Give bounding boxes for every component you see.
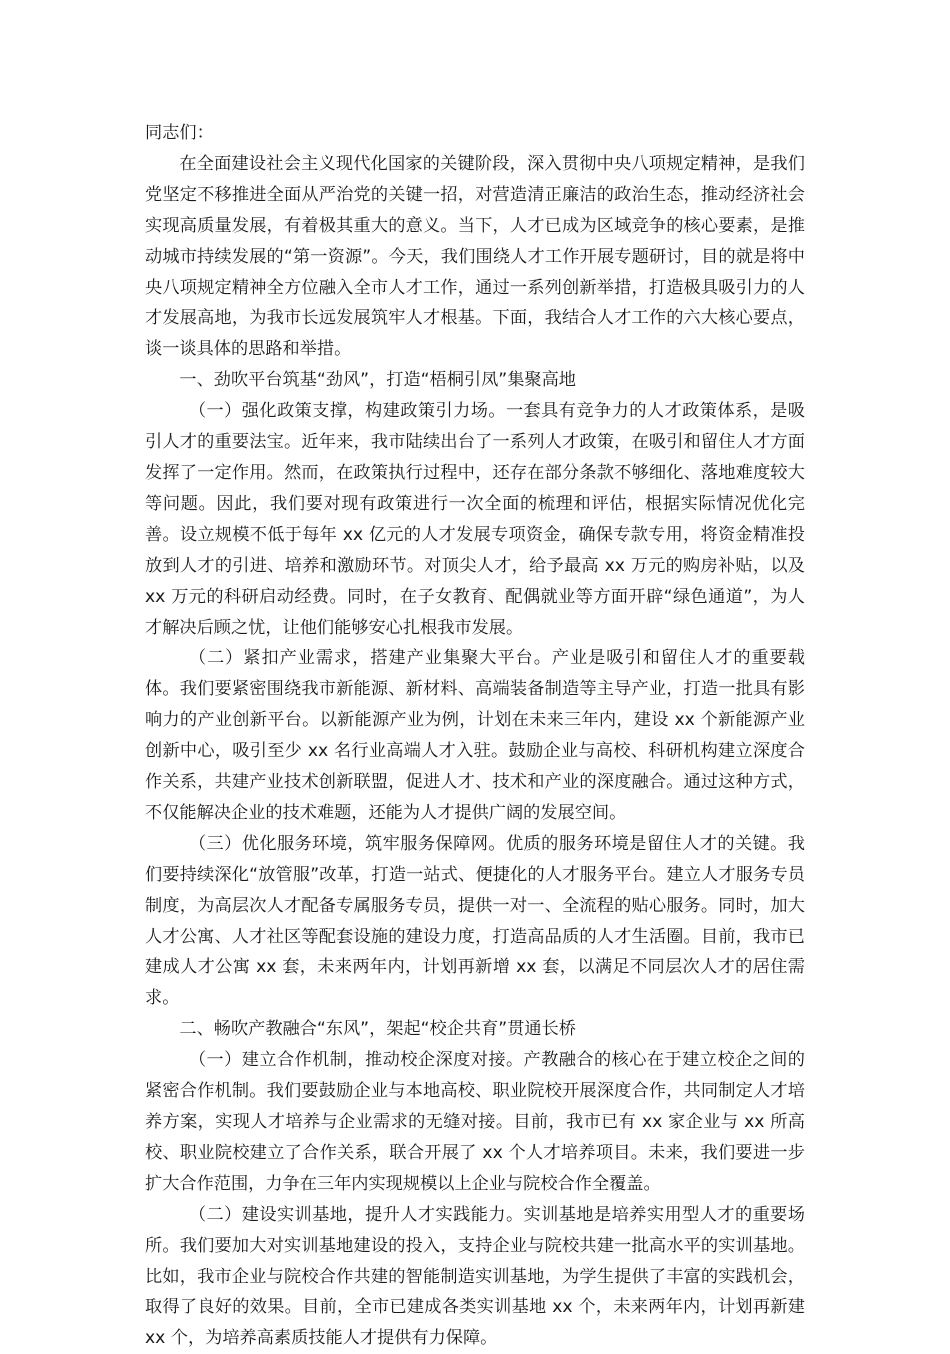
section-1-paragraph-2: （二）紧扣产业需求，搭建产业集聚大平台。产业是吸引和留住人才的重要载体。我们要紧密围绕我市新能源、新材料、高端装备制造等主导产业，打造一批具有影响力的产业创新平台。以新能源产业为例，计划在未来三年内，建设 xx 个新能源产业创新中心，吸引至少 xx 名行业高端人才入驻。鼓励企业与高校、科研机构建立深度合作关系，共建产业技术创新联盟，促进人才、技术和产业的深度融合。通过这种方式，不仅能解决企业的技术难题，还能为人才提供广阔的发展空间。 xyxy=(145,648,805,823)
section-2-paragraph-1: （一）建立合作机制，推动校企深度对接。产教融合的核心在于建立校企之间的紧密合作机制。我们要鼓励企业与本地高校、职业院校开展深度合作，共同制定人才培养方案，实现人才培养与企业需求的无缝对接。目前，我市已有 xx 家企业与 xx 所高校、职业院校建立了合作关系，联合开展了 xx 个人才培养项目。未来，我们要进一步扩大合作范围，力争在三年内实现规模以上企业与院校合作全覆盖。 xyxy=(145,1050,805,1194)
section-1-paragraph-1: （一）强化政策支撑，构建政策引力场。一套具有竞争力的人才政策体系，是吸引人才的重要法宝。近年来，我市陆续出台了一系列人才政策，在吸引和留住人才方面发挥了一定作用。然而，在政策执行过程中，还存在部分条款不够细化、落地难度较大等问题。因此，我们要对现有政策进行一次全面的梳理和评估，根据实际情况优化完善。设立规模不低于每年 xx 亿元的人才发展专项资金，确保专款专用，将资金精准投放到人才的引进、培养和激励环节。对顶尖人才，给予最高 xx 万元的购房补贴，以及 xx 万元的科研启动经费。同时，在子女教育、配偶就业等方面开辟“绿色通道”，为人才解决后顾之忧，让他们能够安心扎根我市发展。 xyxy=(145,401,805,638)
intro-paragraph: 在全面建设社会主义现代化国家的关键阶段，深入贯彻中央八项规定精神，是我们党坚定不移推进全面从严治党的关键一招，对营造清正廉洁的政治生态，推动经济社会实现高质量发展，有着极其重大的意义。当下，人才已成为区域竞争的核心要素，是推动城市持续发展的“第一资源”。今天，我们围绕人才工作开展专题研讨，目的就是将中央八项规定精神全方位融入全市人才工作，通过一系列创新举措，打造极具吸引力的人才发展高地，为我市长远发展筑牢人才根基。下面，我结合人才工作的六大核心要点，谈一谈具体的思路和举措。 xyxy=(145,153,805,360)
section-1-paragraph-3: （三）优化服务环境，筑牢服务保障网。优质的服务环境是留住人才的关键。我们要持续深化“放管服”改革，打造一站式、便捷化的人才服务平台。建立人才服务专员制度，为高层次人才配备专属服务专员，提供一对一、全流程的贴心服务。同时，加大人才公寓、人才社区等配套设施的建设力度，打造高品质的人才生活圈。目前，我市已建成人才公寓 xx 套，未来两年内，计划再新增 xx 套，以满足不同层次人才的居住需求。 xyxy=(145,833,805,1009)
section-heading-1: 一、劲吹平台筑基“劲风”，打造“梧桐引凤”集聚高地 xyxy=(179,370,576,391)
greeting: 同志们： xyxy=(145,123,214,143)
section-heading-2: 二、畅吹产教融合“东风”，架起“校企共育”贯通长桥 xyxy=(179,1019,576,1040)
section-2-paragraph-2: （二）建设实训基地，提升人才实践能力。实训基地是培养实用型人才的重要场所。我们要加大对实训基地建设的投入，支持企业与院校共建一批高水平的实训基地。比如，我市企业与院校合作共建的智能制造实训基地，为学生提供了丰富的实践机会，取得了良好的效果。目前，全市已建成各类实训基地 xx 个，未来两年内，计划再新建 xx 个，为培养高素质技能人才提供有力保障。 xyxy=(145,1204,805,1349)
document-body xyxy=(145,118,805,1354)
